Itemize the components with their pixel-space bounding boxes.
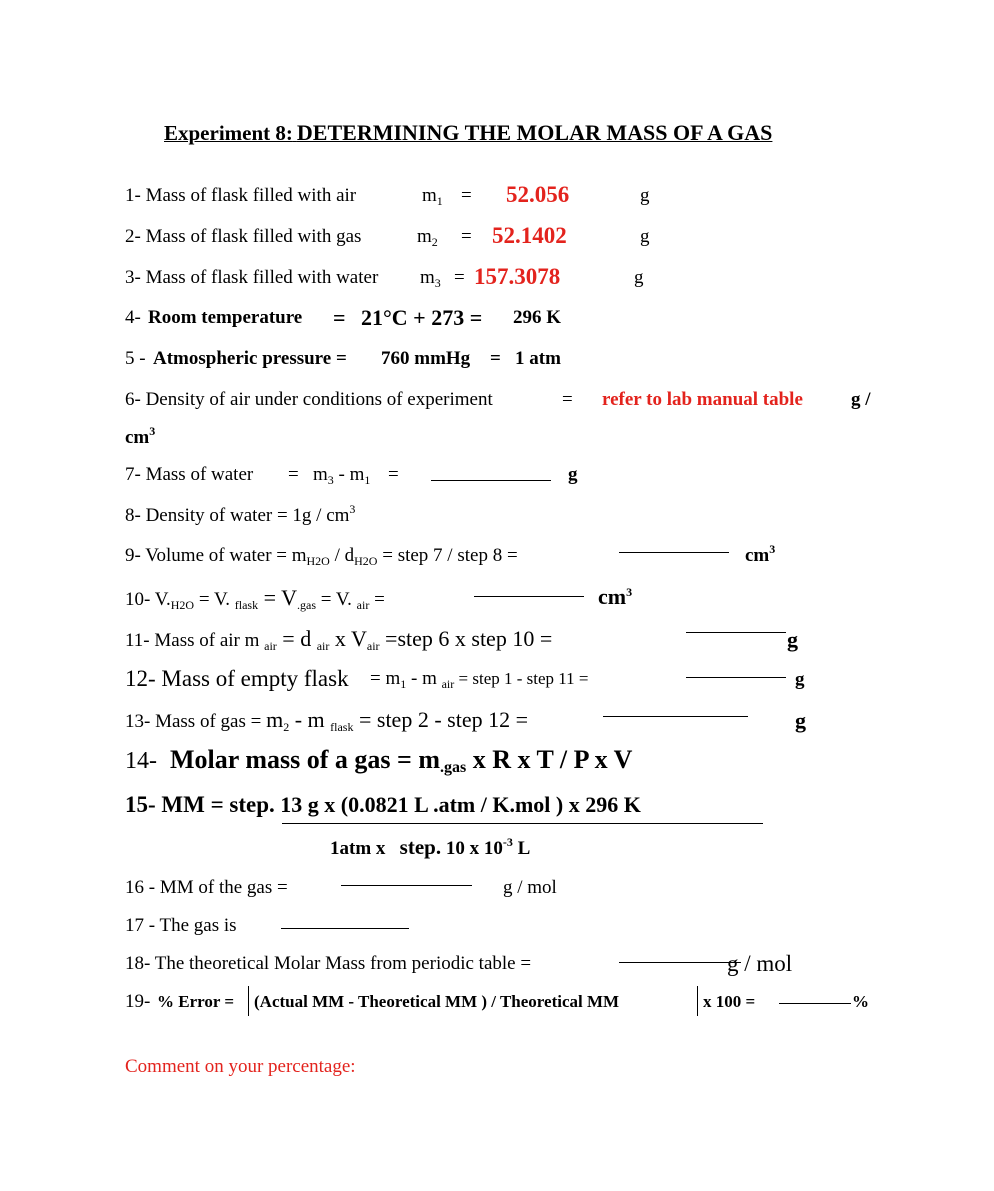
row-2-symbol: $m_2$: [417, 226, 438, 249]
page-title: [164, 120, 772, 146]
row-12-label: 12- Mass of empty flask: [125, 666, 349, 691]
row-16-label: 16 - MM of the gas =: [125, 877, 288, 898]
row-3-value: 157.3078: [474, 264, 561, 289]
row-18-label: 18- The theoretical Molar Mass from periodic table =: [125, 953, 532, 974]
row-14-formula: Molar mass of a gas = $m_{.gas}$ x R x T / P x V: [170, 745, 633, 776]
row-6-label: 6- Density of air under conditions of experiment: [125, 389, 493, 410]
row-6-unit: g /: [851, 389, 871, 410]
row-2-unit: g: [640, 226, 650, 247]
row-11-label: 11- Mass of air m $_{air}$ = d $_{air}$ x $V_{air}$ =step 6 x step 10 =: [125, 626, 553, 653]
row-13-unit: g: [795, 708, 806, 733]
title-prefix: Experiment 8:: [164, 121, 293, 145]
row-16-unit: g / mol: [503, 877, 557, 898]
row-13-answer-blank: [603, 716, 748, 717]
row-12-expression: = $m_1$ - m $_{air}$ = step 1 - step 11 =: [370, 668, 589, 691]
row-9-label: 9- Volume of water = $m_{H2O} / d_{H2O}$ = step 7 / step 8 =: [125, 545, 518, 568]
row-19-number: 19-: [125, 991, 151, 1012]
row-6-reference: refer to lab manual table: [602, 389, 803, 410]
row-5-value: 760 mmHg: [381, 348, 471, 369]
row-1-unit: g: [640, 185, 650, 206]
row-19-answer-blank: [779, 1003, 851, 1004]
row-8-label: 8- Density of water = $1g / cm^3$: [125, 502, 356, 526]
row-17-answer-blank: [281, 928, 409, 929]
row-1-symbol: $m_1$: [422, 185, 443, 208]
row-19-abs-bar-left: [248, 986, 249, 1016]
row-18-unit: g / mol: [727, 951, 793, 976]
row-11-answer-blank: [686, 632, 786, 633]
row-15-denominator: 1atm x step. 10 x $10^{-3}$ L: [330, 835, 531, 859]
row-19-unit: %: [852, 992, 869, 1011]
row-12-answer-blank: [686, 677, 786, 678]
row-17-label: 17 - The gas is: [125, 915, 237, 936]
row-3-label: 3- Mass of flask filled with water: [125, 267, 379, 288]
row-1-value: 52.056: [506, 182, 570, 207]
row-2-value: 52.1402: [492, 223, 567, 248]
row-4-expression: 21°C + 273 =: [361, 305, 483, 330]
title-main: DETERMINING THE MOLAR MASS OF A GAS: [296, 120, 773, 145]
row-9-answer-blank: [619, 552, 729, 553]
row-2-label: 2- Mass of flask filled with gas: [125, 226, 362, 247]
row-11-unit: g: [787, 627, 798, 652]
row-19-label: % Error =: [157, 992, 235, 1011]
row-18-answer-blank: [619, 962, 741, 963]
row-7-answer-blank: [431, 480, 551, 481]
row-9-unit: $cm^3$: [745, 542, 776, 566]
row-16-answer-blank: [341, 885, 472, 886]
row-3-symbol: $m_3$: [420, 267, 441, 290]
row-6-unit-continued: $cm^3$: [125, 424, 156, 448]
row-2-equals: =: [461, 226, 472, 247]
row-7-label: 7- Mass of water: [125, 464, 254, 485]
row-4-equals: =: [333, 305, 346, 330]
row-3-unit: g: [634, 267, 644, 288]
row-5-equals: =: [490, 348, 501, 369]
row-10-label: 10- $V._{H2O} = V$. $_{flask} = V_{.gas} = V$. $_{air}$ =: [125, 585, 385, 612]
row-7-expression: $m_3 - m_1$: [313, 464, 371, 487]
row-6-equals: =: [562, 389, 573, 410]
row-12-unit: g: [795, 669, 805, 690]
row-19-expression: (Actual MM - Theoretical MM ) / Theoretical MM: [254, 992, 620, 1011]
row-3-equals: =: [454, 267, 465, 288]
row-7-equals-2: =: [388, 464, 399, 485]
row-10-unit: $cm^3$: [598, 584, 633, 609]
row-15-fraction-bar: [282, 823, 763, 824]
row-19-abs-bar-right: [697, 986, 698, 1016]
row-14-number: 14-: [125, 748, 157, 774]
row-15-numerator: 15- MM = step. 13 g x (0.0821 L .atm / K.mol ) x 296 K: [125, 792, 641, 817]
row-4-label: Room temperature: [148, 307, 303, 328]
row-13-label: 13- Mass of gas = $m_2$ - m $_{flask}$ = step 2 - step 12 =: [125, 707, 528, 734]
row-5-result: 1 atm: [515, 348, 561, 369]
row-4-result: 296 K: [513, 307, 562, 328]
row-5-label: Atmospheric pressure =: [153, 348, 347, 369]
row-10-answer-blank: [474, 596, 584, 597]
row-1-equals: =: [461, 185, 472, 206]
row-7-equals: =: [288, 464, 299, 485]
row-5-number: 5 -: [125, 348, 146, 369]
comment-prompt: Comment on your percentage:: [125, 1056, 356, 1077]
row-1-label: 1- Mass of flask filled with air: [125, 185, 357, 206]
row-7-unit: g: [568, 464, 578, 485]
row-19-multiplier: x 100 =: [703, 992, 756, 1011]
row-4-number: 4-: [125, 307, 141, 328]
